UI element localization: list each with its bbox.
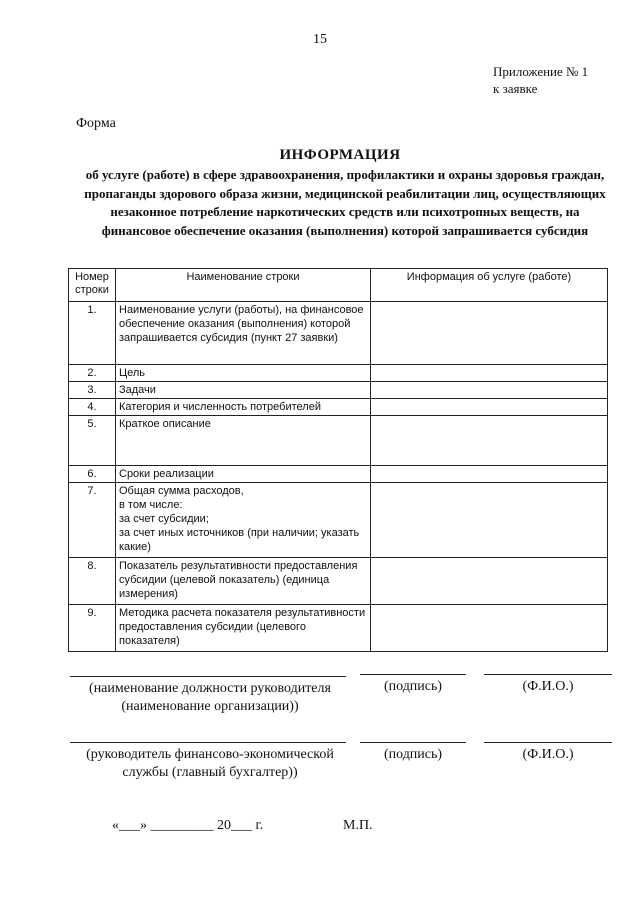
- page-number: 15: [313, 32, 327, 47]
- row-name: Цель: [116, 365, 371, 382]
- accountant-signature-line[interactable]: [70, 742, 346, 743]
- row-info-cell[interactable]: [371, 365, 608, 382]
- fio-caption: (Ф.И.О.): [522, 747, 574, 762]
- table-row: [69, 466, 608, 483]
- row-number: 3.: [69, 382, 116, 399]
- table-row: [69, 302, 608, 365]
- appendix-line-2: к заявке: [493, 81, 538, 96]
- row-number: 9.: [69, 605, 116, 652]
- signature-line[interactable]: [360, 742, 466, 743]
- row-info-cell[interactable]: [371, 466, 608, 483]
- fio-line[interactable]: [484, 742, 612, 743]
- appendix-reference: [493, 63, 588, 97]
- row-name: Общая сумма расходов, в том числе: за счет субсидии; за счет иных источников (при наличии; указать какие): [116, 483, 371, 558]
- row-number: 1.: [69, 302, 116, 365]
- row-info-cell[interactable]: [371, 416, 608, 466]
- head-position-caption: (наименование должности руководителя (наименование организации)): [89, 681, 331, 714]
- row-number: 8.: [69, 558, 116, 605]
- row-name: Показатель результативности предоставления субсидии (целевой показатель) (единица измерения): [116, 558, 371, 605]
- fio-caption: (Ф.И.О.): [522, 679, 574, 694]
- document-subtitle: об услуге (работе) в сфере здравоохранения, профилактики и охраны здоровья граждан, пропаганды здорового образа жизни, медицинской реабилитации лиц, осуществляющих незаконное потребление наркотических средств или психотропных веществ, на финансовое обеспечение оказания (выполнения) которой запрашивается субсидия: [84, 167, 606, 238]
- date-line[interactable]: «___» _________ 20___ г.: [112, 818, 264, 833]
- row-info-cell[interactable]: [371, 302, 608, 365]
- appendix-line-1: Приложение № 1: [493, 64, 589, 79]
- header-name: Наименование строки: [116, 269, 371, 302]
- table-row: [69, 365, 608, 382]
- row-info-cell[interactable]: [371, 399, 608, 416]
- table-row: [69, 382, 608, 399]
- row-number: 4.: [69, 399, 116, 416]
- signature-caption: (подпись): [383, 747, 443, 762]
- table-row: [69, 399, 608, 416]
- table-row: [69, 558, 608, 605]
- header-number: Номер строки: [69, 269, 116, 302]
- row-name: Задачи: [116, 382, 371, 399]
- table-row: [69, 483, 608, 558]
- information-table: [68, 268, 608, 652]
- row-info-cell[interactable]: [371, 605, 608, 652]
- row-name: Категория и численность потребителей: [116, 399, 371, 416]
- row-name: Наименование услуги (работы), на финансовое обеспечение оказания (выполнения) которой запрашивается субсидия (пункт 27 заявки): [116, 302, 371, 365]
- stamp-placeholder: М.П.: [343, 818, 373, 833]
- row-number: 5.: [69, 416, 116, 466]
- row-info-cell[interactable]: [371, 558, 608, 605]
- table-header-row: [69, 269, 608, 302]
- accountant-caption: (руководитель финансово-экономической службы (главный бухгалтер)): [86, 747, 334, 780]
- header-info: Информация об услуге (работе): [371, 269, 608, 302]
- row-number: 7.: [69, 483, 116, 558]
- row-name: Методика расчета показателя результативности предоставления субсидии (целевого показателя): [116, 605, 371, 652]
- row-name: Краткое описание: [116, 416, 371, 466]
- table-row: [69, 605, 608, 652]
- document-title: ИНФОРМАЦИЯ: [279, 147, 401, 163]
- row-number: 2.: [69, 365, 116, 382]
- row-number: 6.: [69, 466, 116, 483]
- table-row: [69, 416, 608, 466]
- row-info-cell[interactable]: [371, 382, 608, 399]
- form-label: Форма: [76, 116, 116, 131]
- signature-caption: (подпись): [383, 679, 443, 694]
- signature-line[interactable]: [360, 674, 466, 675]
- position-signature-line[interactable]: [70, 676, 346, 677]
- row-info-cell[interactable]: [371, 483, 608, 558]
- fio-line[interactable]: [484, 674, 612, 675]
- row-name: Сроки реализации: [116, 466, 371, 483]
